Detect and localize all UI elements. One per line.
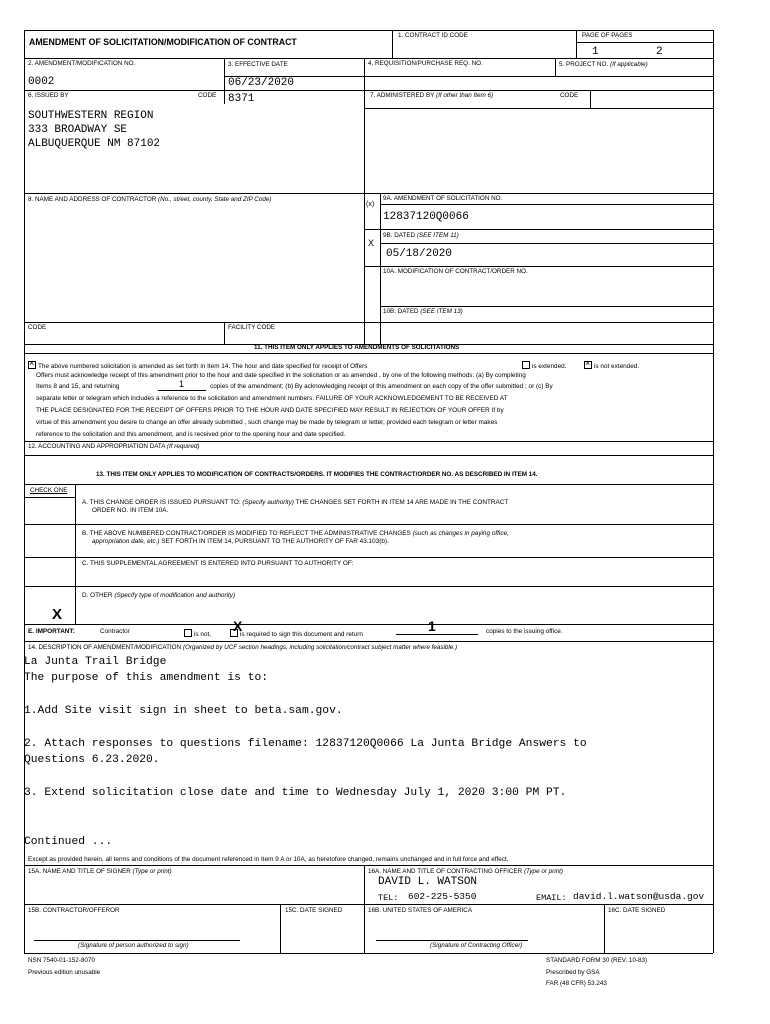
description-continued: Continued ... [24, 836, 113, 848]
description-line-3: 1.Add Site visit sign in sheet to beta.sam.gov. [24, 705, 343, 717]
date-signed-15c-label: 15C. DATE SIGNED [285, 907, 343, 914]
is-extended-checkbox[interactable] [522, 361, 530, 369]
nsn-number: NSN 7540-01-152-8070 [28, 957, 95, 964]
item-11-line-2: Offers must acknowledge receipt of this amendment prior to the hour and date specified in the solicitation or as amended , by one of the following methods: (a) By completing [36, 372, 526, 379]
signature-person-caption: (Signature of person authorized to sign) [78, 942, 189, 949]
page-count: 2 [656, 46, 663, 58]
administered-by-label: 7. ADMINISTERED BY (If other than Item 6) [370, 92, 494, 99]
issuer-line-2: 333 BROADWAY SE [28, 124, 128, 136]
solicitation-no-value[interactable]: 12837120Q0066 [383, 211, 469, 223]
issuer-line-3: ALBUQUERQUE NM 87102 [28, 138, 161, 150]
tel-label: TEL: [378, 893, 399, 903]
option-d-mark[interactable]: X [52, 606, 63, 623]
far-reference: FAR (48 CFR) 53.243 [546, 980, 607, 987]
option-a-line-1[interactable]: A. THIS CHANGE ORDER IS ISSUED PURSUANT TO: (Specify authority) THE CHANGES SET FORTH IN ITEM 14 ARE MADE IN THE CONTRACT [82, 499, 509, 506]
item-11-line-4: separate letter or telegram which includes a reference to the solicitation and amendment numbers. FAILURE OF YOUR ACKNOWLEDGEMENT TO BE RECEIVED AT [36, 395, 508, 402]
contractor-code-label: CODE [28, 324, 47, 331]
is-required-option: is required to sign this document and return [230, 629, 363, 638]
email-label: EMAIL: [536, 893, 567, 903]
item-11-line-5: THE PLACE DESIGNATED FOR THE RECEIPT OF OFFERS PRIOR TO THE HOUR AND DATE SPECIFIED MAY RESULT IN REJECTION OF YOUR OFFER If by [36, 407, 504, 414]
description-line-6: 3. Extend solicitation close date and time to Wednesday July 1, 2020 3:00 PM PT. [24, 787, 567, 799]
contractor-offeror-label: 15B. CONTRACTOR/OFFEROR [28, 907, 120, 914]
item-13-heading: 13. THIS ITEM ONLY APPLIES TO MODIFICATION OF CONTRACTS/ORDERS. IT MODIFIES THE CONTRACT/ORDER NO. AS DESCRIBED IN ITEM 14. [96, 471, 538, 478]
issued-by-code-label: CODE [198, 92, 217, 99]
facility-code-label: FACILITY CODE [228, 324, 276, 331]
email-value: david.l.watson@usda.gov [573, 891, 705, 902]
item-11-line-6: virtue of this amendment you desire to change an offer already submitted , such change may be made by telegram or letter, provided each telegram or letter makes [36, 419, 498, 426]
is-required-mark[interactable]: X [233, 618, 243, 634]
option-b-line-1[interactable]: B. THE ABOVE NUMBERED CONTRACT/ORDER IS MODIFIED TO REFLECT THE ADMINISTRATIVE CHANGES (such as changes in paying office, [82, 530, 509, 537]
united-states-label: 16B. UNITED STATES OF AMERICA [368, 907, 473, 914]
x-column-label: (x) [366, 201, 375, 208]
important-label: E. IMPORTANT: [28, 628, 75, 635]
amendment-of-solicitation-label: 9A. AMENDMENT OF SOLICITATION NO. [383, 195, 503, 202]
except-text: Except as provided herein, all terms and conditions of the document referenced in Item 9 A or 10A, as heretofore changed, remains unchanged and in full force and effect. [28, 856, 509, 863]
dated-9b-value[interactable]: 05/18/2020 [386, 248, 453, 260]
check-one-label: CHECK ONE [30, 487, 68, 494]
dated-10b-label: 10B. DATED (SEE ITEM 13) [383, 308, 463, 315]
form-title: AMENDMENT OF SOLICITATION/MODIFICATION OF CONTRACT [29, 37, 297, 47]
project-no-label: 5. PROJECT NO. (If applicable) [559, 61, 648, 68]
page-number: 1 [592, 46, 599, 58]
standard-form: STANDARD FORM 30 (REV. 10-83) [546, 957, 648, 964]
page-of-pages-label: PAGE OF PAGES [582, 32, 633, 39]
item-11-checkbox[interactable] [28, 361, 36, 369]
modification-no-label: 10A. MODIFICATION OF CONTRACT/ORDER NO. [383, 268, 528, 275]
item-11-line-7: reference to the solicitation and this amendment, and is received prior to the opening hour and date specified. [36, 431, 346, 438]
dated-9b-label: 9B. DATED (SEE ITEM 11) [383, 232, 459, 239]
contractor-label: 8. NAME AND ADDRESS OF CONTRACTOR (No., street, county, State and ZIP Code) [28, 196, 272, 203]
contract-id-label: 1. CONTRACT ID CODE [398, 32, 468, 39]
is-not-extended-option: × is not extended. [584, 361, 639, 370]
issued-by-code-value[interactable]: 8371 [228, 93, 255, 105]
amendment-no-value[interactable]: 0002 [28, 76, 55, 88]
amendment-no-label: 2. AMENDMENT/MODIFICATION NO. [28, 60, 136, 67]
item-11-copies[interactable]: 1 [179, 379, 185, 389]
requisition-no-label: 4. REQUISITION/PURCHASE REQ. NO. [368, 60, 483, 67]
accounting-label: 12. ACCOUNTING AND APPROPRIATION DATA (If required) [28, 443, 200, 450]
option-a-line-2: ORDER NO. IN ITEM 10A. [92, 507, 169, 514]
issuer-line-1: SOUTHWESTERN REGION [28, 110, 154, 122]
description-line-5: Questions 6.23.2020. [24, 754, 160, 766]
is-not-checkbox[interactable] [184, 629, 192, 637]
prescribed-by: Prescribed by GSA [546, 969, 600, 976]
item-11-line-1: ×The above numbered solicitation is amended as set forth in Item 14. The hour and date specified for receipt of Offers [28, 361, 367, 370]
previous-edition: Previous edition unusable [28, 969, 101, 976]
description-line-4: 2. Attach responses to questions filename: 12837120Q0066 La Junta Bridge Answers to [24, 738, 587, 750]
is-not-extended-checkbox[interactable] [584, 361, 592, 369]
tel-value: 602-225-5350 [408, 891, 477, 902]
contracting-officer-label: 16A. NAME AND TITLE OF CONTRACTING OFFICER (Type or print) [368, 868, 564, 875]
is-extended-option: is extended. [522, 361, 566, 370]
signature-officer-caption: (Signature of Contracting Officer) [430, 942, 523, 949]
option-c-line[interactable]: C. THIS SUPPLEMENTAL AGREEMENT IS ENTERED INTO PURSUANT TO AUTHORITY OF: [82, 560, 354, 567]
option-b-line-2: appropriation date, etc.) SET FORTH IN ITEM 14, PURSUANT TO THE AUTHORITY OF FAR 43.103(b). [92, 538, 389, 545]
is-not-option: is not, [184, 629, 211, 638]
item-11-line-3a: Items 8 and 15, and returning [36, 383, 120, 390]
item-11-heading: 11. THIS ITEM ONLY APPLIES TO AMENDMENTS OF SOLICITATIONS [254, 344, 460, 351]
item-11-line-3b: copies of the amendment; (b) By acknowledging receipt of this amendment on each copy of the offer submitted ; or (c) By [210, 383, 553, 390]
important-copies[interactable]: 1 [428, 618, 436, 634]
issued-by-label: 6. ISSUED BY [28, 92, 69, 99]
administered-code-label: CODE [560, 92, 579, 99]
signer-label: 15A. NAME AND TITLE OF SIGNER (Type or print) [28, 868, 172, 875]
option-d-line[interactable]: D. OTHER (Specify type of modification and authority) [82, 592, 236, 599]
description-line-1: La Junta Trail Bridge [24, 656, 167, 668]
effective-date-label: 3. EFFECTIVE DATE [228, 61, 288, 68]
item-9-checked-mark[interactable]: X [368, 238, 375, 248]
contracting-officer-name: DAVID L. WATSON [378, 876, 478, 888]
date-signed-16c-label: 16C. DATE SIGNED [608, 907, 666, 914]
important-copies-text: copies to the issuing office. [486, 628, 563, 635]
description-label: 14. DESCRIPTION OF AMENDMENT/MODIFICATION (Organized by UCF section headings, including solicitation/contract subject matter where feasible.) [28, 644, 458, 651]
important-contractor: Contractor [100, 628, 130, 635]
description-line-2: The purpose of this amendment is to: [24, 672, 269, 684]
effective-date-value[interactable]: 06/23/2020 [228, 77, 295, 89]
